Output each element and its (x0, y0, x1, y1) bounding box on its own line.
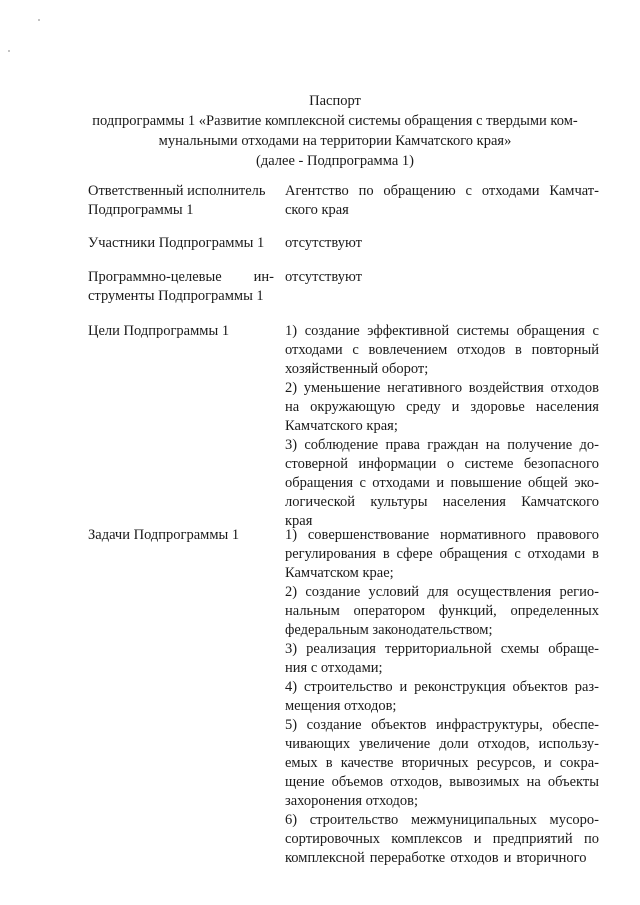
value-word: 1) (285, 323, 298, 339)
value-word: комплексной (285, 850, 365, 866)
value-word: здоровье (470, 399, 525, 415)
value-word: отсутствуют (285, 235, 362, 251)
value-word: Камчатском крае; (285, 565, 394, 581)
value-word: федеральным законодательством; (285, 622, 493, 638)
value-line (285, 830, 599, 849)
value-word: по (583, 831, 599, 847)
header-subtitle-line: подпрограммы 1 «Развитие комплексной системы обращения с твердыми ком- (92, 113, 578, 129)
value-word: общей (527, 475, 568, 491)
value-word: негативного (387, 380, 463, 396)
value-line (285, 417, 599, 436)
label-word: ин- (253, 269, 274, 285)
row-label-line: Задачи Подпрограммы 1 (88, 527, 240, 543)
value-line (285, 678, 599, 697)
value-word: 3) (285, 437, 298, 453)
value-word: схемы (500, 641, 540, 657)
value-line (285, 234, 599, 253)
value-line (285, 697, 599, 716)
value-word: Агентство (285, 183, 349, 199)
value-word: вторичных (401, 755, 469, 771)
value-word: сфере (396, 546, 433, 562)
value-word: информации (358, 456, 437, 472)
value-word: 3) (285, 641, 298, 657)
value-line (285, 564, 599, 583)
value-line (285, 849, 599, 868)
value-word: объемов (331, 774, 384, 790)
value-word: с (592, 323, 599, 339)
value-word: совершенствование (307, 527, 430, 543)
value-line (285, 811, 599, 830)
value-word: ресурсов, (476, 755, 536, 771)
value-word: 2) (285, 380, 298, 396)
scan-speck (8, 50, 10, 52)
row-label (88, 526, 274, 545)
value-line (285, 493, 599, 512)
value-word: инфраструктуры, (436, 717, 543, 733)
value-word: 1) (285, 527, 298, 543)
value-word: с (359, 475, 366, 491)
value-word: на (285, 399, 300, 415)
value-word: эффективной (367, 323, 450, 339)
value-line (285, 201, 599, 220)
value-word: функций, (438, 603, 497, 619)
value-word: качестве (340, 755, 394, 771)
value-word: в (515, 342, 522, 358)
value-line (285, 398, 599, 417)
value-word: оператором (353, 603, 426, 619)
value-word: и (543, 755, 552, 771)
value-word: вывозимых (449, 774, 520, 790)
value-word: объекты (547, 774, 599, 790)
value-word: и (503, 850, 512, 866)
value-word: соблюдение (304, 437, 379, 453)
value-word: о (446, 456, 455, 472)
value-word: создание (305, 584, 361, 600)
value-word: реализация (306, 641, 376, 657)
row-label-line: Ответственный исполнитель (88, 183, 266, 199)
value-word: отходами (527, 546, 586, 562)
value-word: населения (535, 399, 599, 415)
value-line (285, 436, 599, 455)
value-word: обращения (516, 323, 585, 339)
value-word: и (451, 399, 460, 415)
row-value (285, 182, 599, 220)
value-word: предприятий (492, 831, 573, 847)
value-word: регулирования (285, 546, 377, 562)
value-word: до- (579, 437, 599, 453)
value-word: логической (285, 494, 356, 510)
value-line (285, 322, 599, 341)
value-word: отходов (450, 850, 499, 866)
value-word: отходами (372, 475, 430, 491)
value-word: эко- (574, 475, 599, 491)
value-word: отходов, (477, 736, 530, 752)
value-word: 4) (285, 679, 298, 695)
value-word: с (352, 342, 359, 358)
value-word: сокра- (559, 755, 599, 771)
value-line (285, 341, 599, 360)
value-word: безопасного (523, 456, 599, 472)
row-value (285, 322, 599, 531)
row-label (88, 234, 274, 253)
value-word: Камчатского края; (285, 418, 398, 434)
value-line (285, 621, 599, 640)
value-word: обращению (383, 183, 456, 199)
value-word: реконструкция (414, 679, 506, 695)
value-word: права (385, 437, 420, 453)
value-word: вовлечением (368, 342, 448, 358)
value-word: увеличение (359, 736, 431, 752)
value-word: создание (306, 717, 362, 733)
value-word: на (526, 774, 541, 790)
value-word: культуры (370, 494, 428, 510)
value-word: обращения (285, 475, 354, 491)
value-word: на (485, 437, 500, 453)
value-word: окружающую (310, 399, 396, 415)
value-word: территориальной (385, 641, 492, 657)
row-label-line (88, 268, 274, 287)
value-word: населения (442, 494, 506, 510)
value-word: отходами (481, 183, 540, 199)
value-line (285, 545, 599, 564)
value-word: обраще- (548, 641, 599, 657)
row-value (285, 234, 599, 253)
value-word: нормативного (439, 527, 526, 543)
value-word: отходов (550, 380, 599, 396)
value-line (285, 792, 599, 811)
value-word: в (325, 755, 333, 771)
passport-header (70, 91, 600, 171)
header-subtitle-line: (далее - Подпрограмма 1) (256, 153, 414, 169)
value-word: для (427, 584, 449, 600)
value-word: получение (507, 437, 573, 453)
value-word: края (285, 513, 313, 529)
value-word: мещения отходов; (285, 698, 397, 714)
row-label-line: Участники Подпрограммы 1 (88, 235, 265, 251)
row-label-line: Цели Подпрограммы 1 (88, 323, 230, 339)
value-word: отходов, (390, 774, 443, 790)
row-label-line: Подпрограммы 1 (88, 202, 194, 218)
value-word: чивающих (285, 736, 351, 752)
value-word: в (382, 546, 390, 562)
value-word: щение (285, 774, 325, 790)
value-word: обеспе- (552, 717, 599, 733)
value-word: хозяйственный оборот; (285, 361, 429, 377)
value-word: ского края (285, 202, 349, 218)
value-word: создание (304, 323, 360, 339)
row-label-line: струменты Подпрограммы 1 (88, 288, 264, 304)
value-word: Камчатского (521, 494, 599, 510)
header-title: Паспорт (309, 93, 361, 109)
value-word: объектов (371, 717, 427, 733)
value-word: с (514, 546, 521, 562)
value-word: вторичного (516, 850, 587, 866)
value-word: мусоро- (549, 812, 599, 828)
value-word: осуществления (456, 584, 552, 600)
value-word: и (436, 475, 445, 491)
value-word: 6) (285, 812, 298, 828)
value-word: использу- (538, 736, 599, 752)
value-line (285, 268, 599, 287)
value-word: условий (368, 584, 420, 600)
value-word: отходов (456, 342, 506, 358)
header-subtitle-line: мунальными отходами на территории Камчатского края» (158, 133, 512, 149)
value-word: определенных (510, 603, 599, 619)
value-line (285, 754, 599, 773)
value-word: отсутствуют (285, 269, 362, 285)
value-word: захоронения отходов; (285, 793, 419, 809)
value-line (285, 583, 599, 602)
value-word: граждан (427, 437, 479, 453)
value-word: системы (456, 323, 510, 339)
value-word: воздействия (468, 380, 544, 396)
value-word: строительство (309, 812, 399, 828)
value-word: и (399, 679, 408, 695)
value-line (285, 773, 599, 792)
value-word: строительство (303, 679, 393, 695)
value-word: переработке (369, 850, 446, 866)
value-line (285, 526, 599, 545)
value-word: комплексов (391, 831, 463, 847)
value-word: ния с отходами; (285, 660, 383, 676)
value-line (285, 640, 599, 659)
value-line (285, 360, 599, 379)
value-word: с (465, 183, 472, 199)
value-line (285, 379, 599, 398)
row-label (88, 268, 274, 306)
value-word: емых (285, 755, 318, 771)
row-value (285, 526, 599, 868)
value-word: Камчат- (549, 183, 599, 199)
value-word: системе (464, 456, 514, 472)
row-label (88, 182, 274, 220)
value-word: доли (439, 736, 469, 752)
value-word: повышение (450, 475, 522, 491)
value-line (285, 735, 599, 754)
label-word: Программно-целевые (88, 269, 222, 285)
value-word: нальным (285, 603, 340, 619)
value-line (285, 455, 599, 474)
value-word: 2) (285, 584, 298, 600)
value-word: среду (406, 399, 441, 415)
value-word: правового (536, 527, 599, 543)
value-word: стоверной (285, 456, 349, 472)
value-word: межмуниципальных (410, 812, 537, 828)
value-word: уменьшение (303, 380, 381, 396)
value-word: 5) (285, 717, 298, 733)
value-line (285, 602, 599, 621)
value-word: объектов (512, 679, 568, 695)
value-word: сортировочных (285, 831, 381, 847)
value-word: регио- (559, 584, 599, 600)
row-value (285, 268, 599, 287)
value-word: повторный (531, 342, 599, 358)
value-word: в (592, 546, 599, 562)
value-line (285, 659, 599, 678)
scan-speck (38, 19, 40, 21)
value-word: обращения (439, 546, 508, 562)
value-line (285, 182, 599, 201)
value-word: по (358, 183, 374, 199)
row-label (88, 322, 274, 341)
value-line (285, 716, 599, 735)
value-word: и (473, 831, 482, 847)
value-word: раз- (574, 679, 599, 695)
value-word: отходами (285, 342, 343, 358)
value-line (285, 474, 599, 493)
